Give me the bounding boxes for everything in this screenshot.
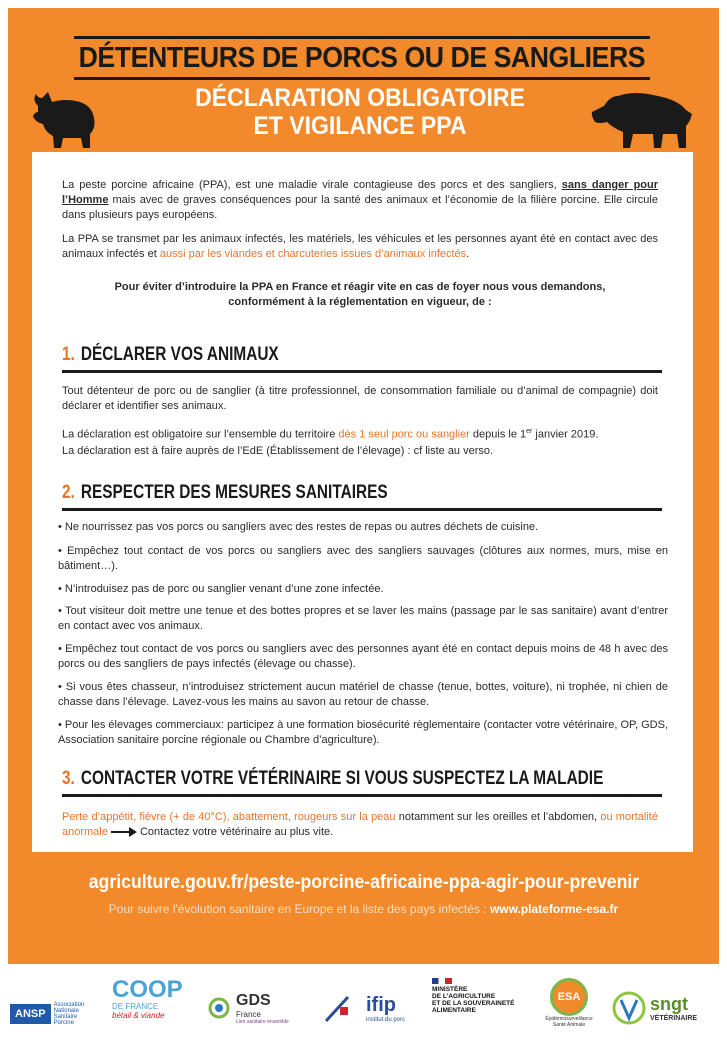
list-item: • Tout visiteur doit mettre une tenue et des bottes propres et se laver les mains (passage par le sas sanitaire) avant d’entrer en contact avec vos animaux. [58,605,668,632]
section-3-paragraph: Perte d’appétit, fièvre (+ de 40°C), abattement, rougeurs sur la peau notamment sur les oreilles et l’abdomen, ou mortalité anormale Contactez votre vétérinaire au plus vite. [62,811,658,838]
arrow-right-icon [111,827,137,837]
partner-logos [0,970,727,1055]
intro-paragraph-2: La PPA se transmet par les animaux infectés, les matériels, les véhicules et les personnes ayant été en contact avec des animaux infectés et aussi par les viandes et charcuteries issues d’animaux infectés. [62,233,658,260]
flag-icon [432,978,452,984]
ifip-logo: ifip institut du porc [322,978,422,1038]
ansp-logo: ANSP Association Nationale Sanitaire Porcine [10,978,100,1038]
no-human-danger: sans danger pour l’Homme [62,179,659,206]
gds-logo: GDS France Lien sanitaire ensemble [205,978,293,1038]
subtitle-line-2: ET VIGILANCE PPA [253,112,467,140]
sngt-v-icon [612,991,646,1025]
section-1-paragraph-3: La déclaration est à faire auprès de l’EdE (Établissement de l’élevage) : cf liste au verso. [62,445,494,457]
meat-warning: aussi par les viandes et charcuteries issues d’animaux infectés [159,248,467,260]
section-1-paragraph-2: La déclaration est obligatoire sur l’ensemble du territoire dès 1 seul porc ou sanglier depuis le 1er janvier 2019. [62,428,599,441]
footer-url[interactable]: agriculture.gouv.fr/peste-porcine-africaine-ppa-agir-pour-prevenir [88,872,639,893]
gds-swirl-icon [205,996,233,1020]
list-item: • Ne nourrissez pas vos porcs ou sangliers avec des restes de repas ou autres déchets de cuisine. [58,521,539,533]
sngt-logo: sngt VÉTÉRINAIRE [612,978,720,1038]
list-item: • Empêchez tout contact de vos porcs ou sangliers avec des personnes ayant été en contact depuis moins de 48 h avec des porcs ou des sangliers de pays infectés (élevage ou chasse). [58,643,668,670]
call-to-action: Pour éviter d’introduire la PPA en France et réagir vite en cas de foyer nous vous demandons, conformément à la réglementation en vigueur, de : [114,281,606,308]
section-2-heading: 2. RESPECTER DES MESURES SANITAIRES [62,480,662,511]
esa-logo: ESA Épidémiosurveillance Santé Animale [536,978,602,1038]
coop-logo: COOP DE FRANCE bétail & viande [112,976,183,1020]
title-box [74,36,650,80]
list-item: • Empêchez tout contact de vos porcs ou sangliers avec des sangliers sauvages (clôtures aux normes, murs, mise en bâtiment…). [58,545,668,572]
list-item: • Si vous êtes chasseur, n’introduisez strictement aucun matériel de chasse (tenue, bottes, voiture), ni trophée, ni chien de chasse dans l’élevage. Lavez-vous les mains au savon au retour de chasse. [58,681,668,708]
page-title: DÉTENTEURS DE PORCS OU DE SANGLIERS [78,41,646,74]
section-1-paragraph-1: Tout détenteur de porc ou de sanglier (à titre professionnel, de consommation familiale ou d’animal de compagnie) doit déclarer et identifier ses animaux. [62,385,658,412]
pig-icon [30,88,102,150]
section-1-heading: 1. DÉCLARER VOS ANIMAUX [62,342,662,373]
subtitle-line-1: DÉCLARATION OBLIGATOIRE [195,84,525,112]
list-item: • N’introduisez pas de porc ou sanglier venant d’une zone infectée. [58,583,384,595]
content-card [32,152,693,852]
intro-paragraph-1: La peste porcine africaine (PPA), est une maladie virale contagieuse des porcs et des sangliers, sans danger pour l’Homme mais avec de graves conséquences pour la santé des animaux et l’économie de la filière porcine. Elle circule dans plusieurs pays européens. [62,179,659,221]
footer-info: Pour suivre l'évolution sanitaire en Europe et la liste des pays infectés : www.plateforme-esa.fr [108,902,619,916]
boar-icon [590,90,694,152]
ifip-mark-icon [322,993,366,1023]
esa-link[interactable]: www.plateforme-esa.fr [489,902,619,916]
section-3-heading: 3. CONTACTER VOTRE VÉTÉRINAIRE SI VOUS SUSPECTEZ LA MALADIE [62,766,662,797]
ministere-logo: MINISTÈRE DE L'AGRICULTURE ET DE LA SOUVERAINETÉ ALIMENTAIRE [432,978,526,1038]
list-item: • Pour les élevages commerciaux: participez à une formation biosécurité règlementaire (contacter votre vétérinaire, OP, GDS, Association sanitaire porcine régionale ou Chambre d’agriculture). [58,719,668,746]
subtitle [150,84,570,140]
